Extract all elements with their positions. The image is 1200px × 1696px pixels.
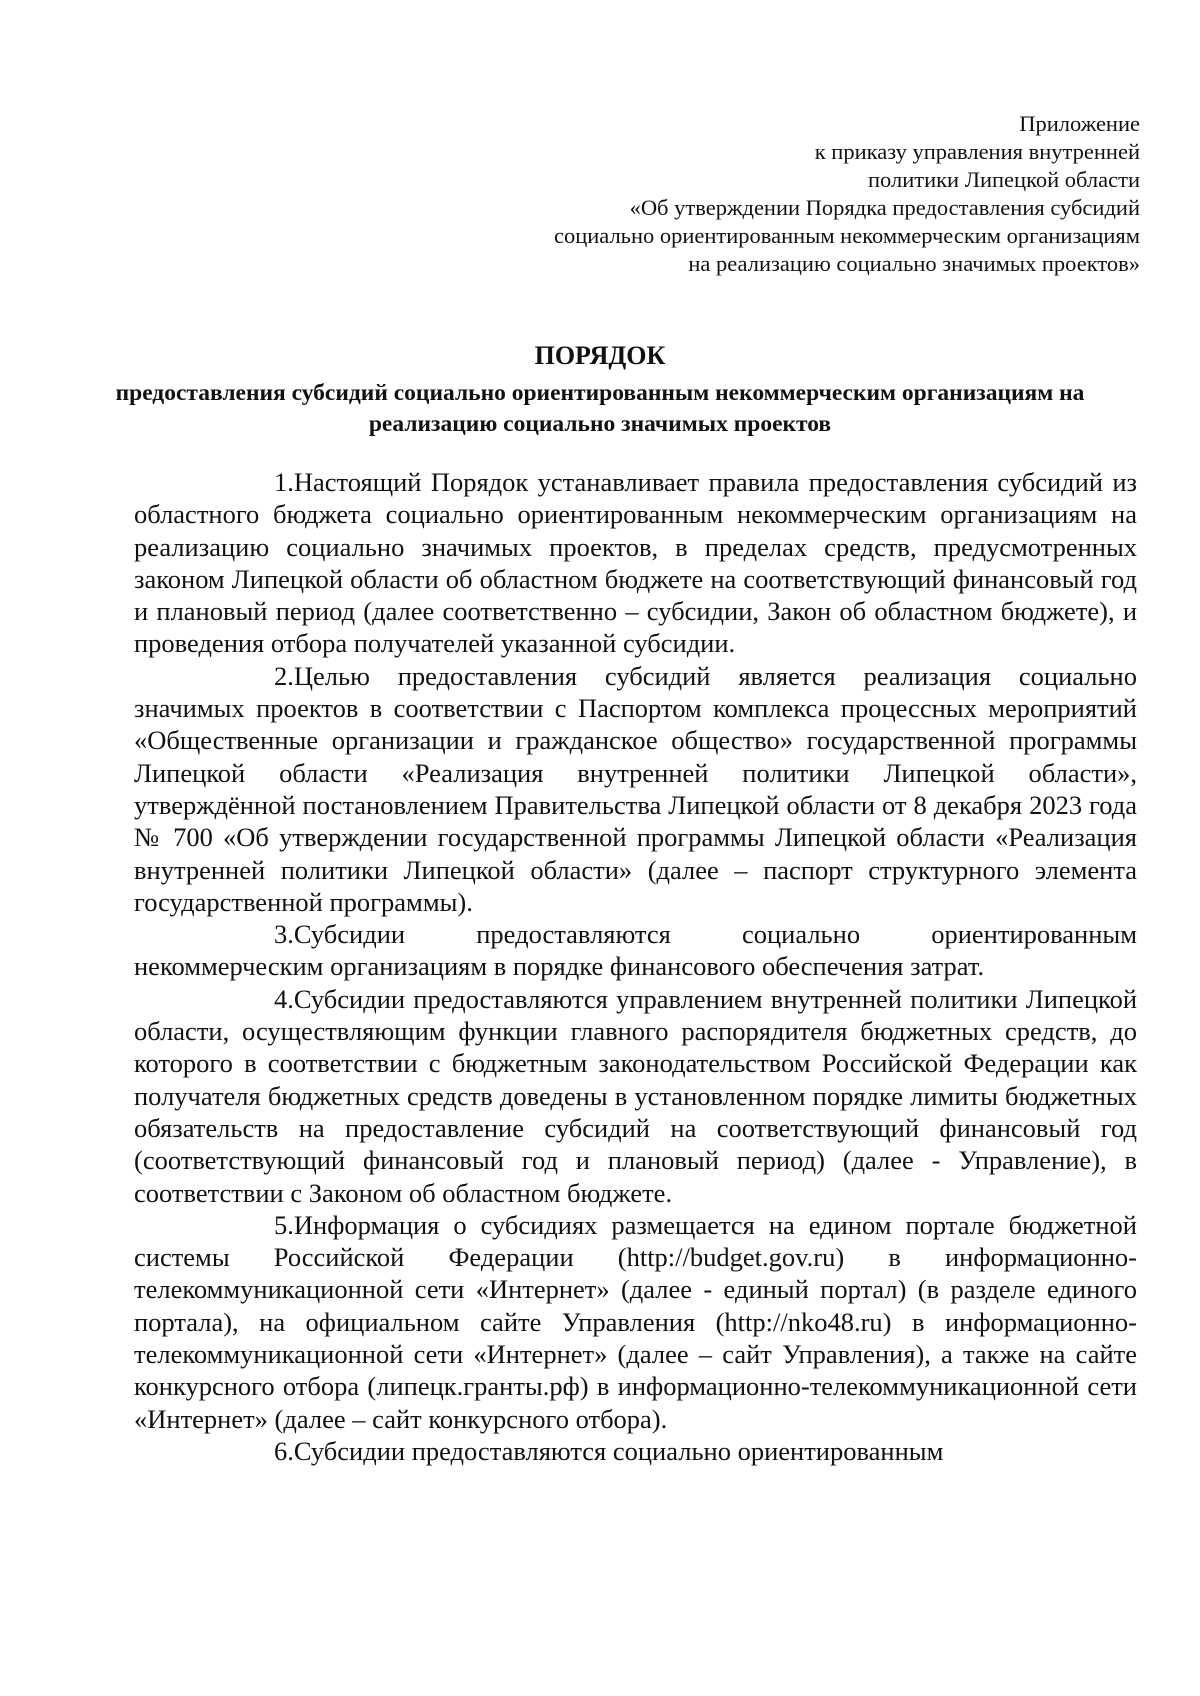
paragraph-number: 1. bbox=[274, 467, 294, 497]
paragraph-text: Субсидии предоставляются социально ориентированным bbox=[293, 1435, 944, 1466]
paragraph-number: 2. bbox=[274, 660, 294, 691]
appendix-line: «Об утверждении Порядка предоставления субсидий bbox=[629, 195, 1140, 220]
document-title: ПОРЯДОК bbox=[534, 341, 666, 370]
paragraph-number: 3. bbox=[274, 919, 294, 950]
paragraph-text: Настоящий Порядок устанавливает правила предоставления субсидий из областного бюджета социально ориентированным некоммерческим организациям на реализацию социально значимых проектов, в пределах средств, предусмотренных законом Липецкой области об областном бюджете на соответствующий финансовый год и плановый период (далее соответственно – субсидии, Закон об областном бюджете), и проведения отбора получателей указанной субсидии. bbox=[134, 467, 1137, 659]
appendix-line: политики Липецкой области bbox=[867, 167, 1140, 192]
paragraph-2 bbox=[134, 660, 1137, 918]
paragraph-3 bbox=[134, 918, 1137, 983]
appendix-line: на реализацию социально значимых проектов» bbox=[688, 251, 1140, 276]
paragraph-number: 6. bbox=[274, 1435, 294, 1466]
appendix-header bbox=[440, 110, 1140, 278]
paragraph-1 bbox=[134, 466, 1137, 660]
document-body bbox=[134, 466, 1137, 1467]
appendix-line: Приложение bbox=[1019, 111, 1140, 136]
appendix-line: социально ориентированным некоммерческим организациям bbox=[553, 223, 1140, 248]
document-subtitle: предоставления субсидий социально ориентированным некоммерческим организациям на реализацию социально значимых проектов bbox=[115, 380, 1085, 437]
paragraph-4 bbox=[134, 983, 1137, 1209]
paragraph-number: 4. bbox=[274, 983, 294, 1014]
paragraph-text: Субсидии предоставляются социально ориентированным некоммерческим организациям в порядке финансового обеспечения затрат. bbox=[134, 919, 1137, 982]
paragraph-6 bbox=[134, 1435, 1137, 1467]
paragraph-5 bbox=[134, 1209, 1137, 1435]
appendix-line: к приказу управления внутренней bbox=[814, 139, 1140, 164]
paragraph-text: Информация о субсидиях размещается на едином портале бюджетной системы Российской Федерации (http://budget.gov.ru) в информационно-телекоммуникационной сети «Интернет» (далее - единый портал) (в разделе единого портала), на официальном сайте Управления (http://nko48.ru) в информационно-телекоммуникационной сети «Интернет» (далее – сайт Управления), а также на сайте конкурсного отбора (липецк.гранты.рф) в информационно-телекоммуникационной сети «Интернет» (далее – сайт конкурсного отбора). bbox=[134, 1209, 1137, 1434]
paragraph-number: 5. bbox=[274, 1209, 294, 1240]
paragraph-text: Целью предоставления субсидий является реализация социально значимых проектов в соответствии с Паспортом комплекса процессных мероприятий «Общественные организации и гражданское общество» государственной программы Липецкой области «Реализация внутренней политики Липецкой области», утверждённой постановлением Правительства Липецкой области от 8 декабря 2023 года № 700 «Об утверждении государственной программы Липецкой области «Реализация внутренней политики Липецкой области» (далее – паспорт структурного элемента государственной программы). bbox=[134, 660, 1137, 917]
paragraph-text: Субсидии предоставляются управлением внутренней политики Липецкой области, осуществляющим функции главного распорядителя бюджетных средств, до которого в соответствии с бюджетным законодательством Российской Федерации как получателя бюджетных средств доведены в установленном порядке лимиты бюджетных обязательств на предоставление субсидий на соответствующий финансовый год (соответствующий финансовый год и плановый период) (далее - Управление), в соответствии с Законом об областном бюджете. bbox=[134, 983, 1137, 1208]
title-block bbox=[100, 340, 1100, 440]
